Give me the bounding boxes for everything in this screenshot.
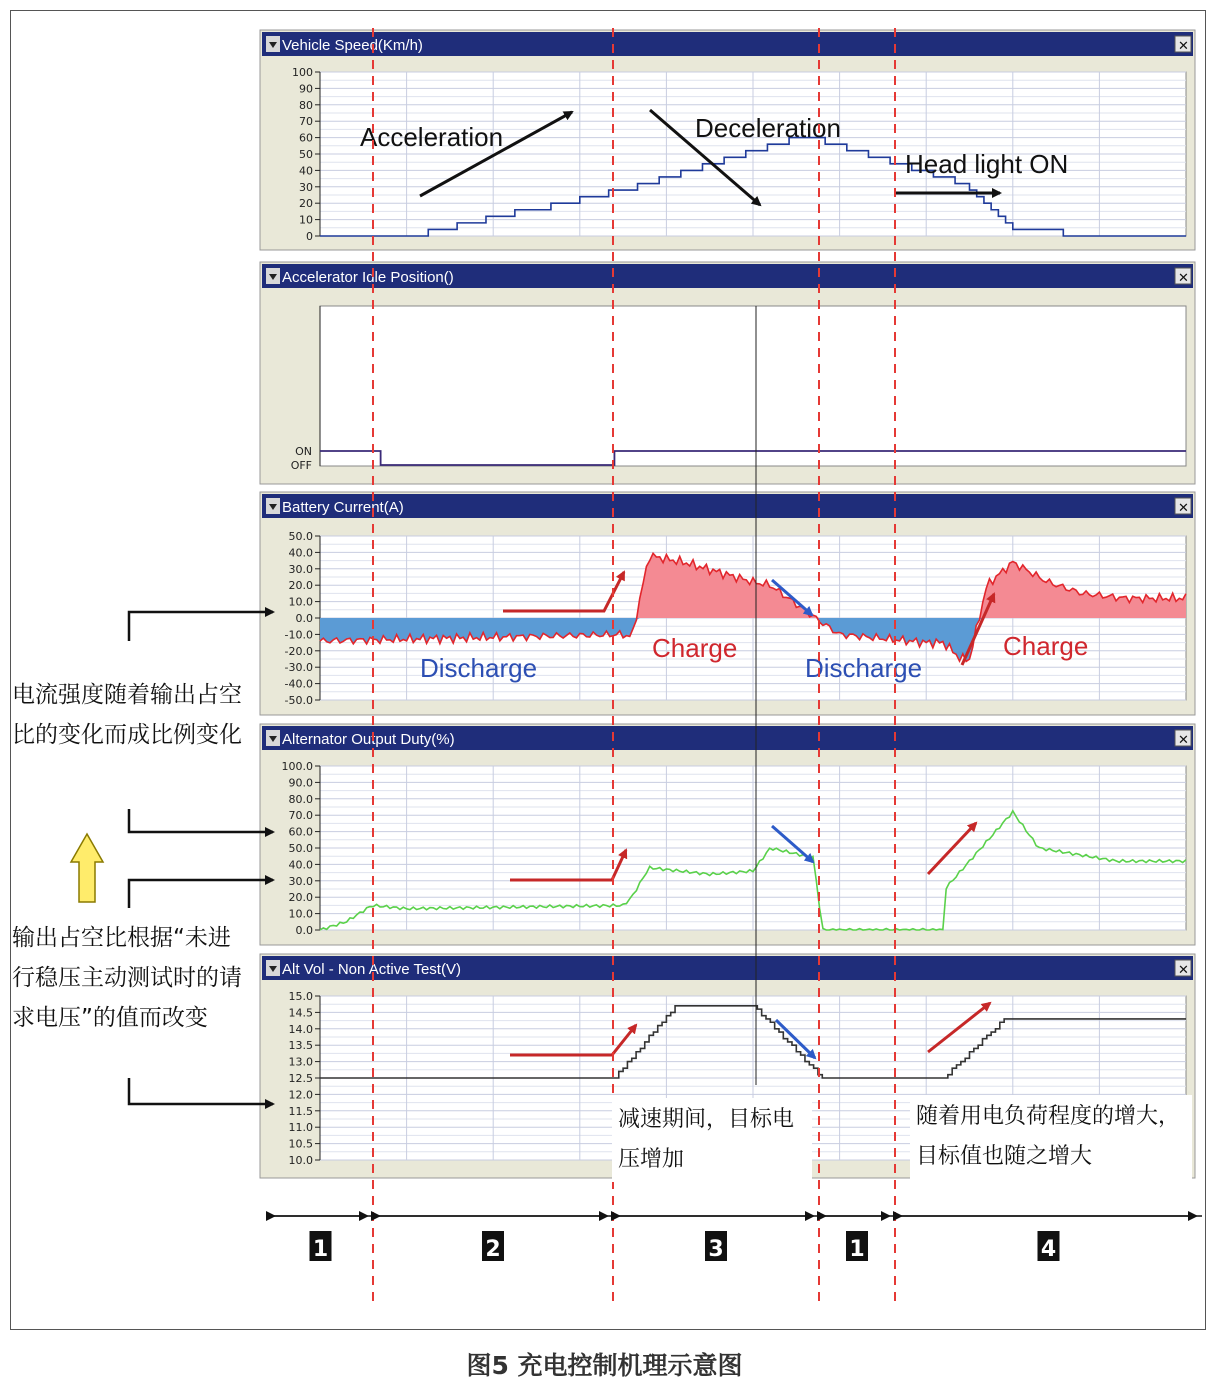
y-tick-label: 14.0 — [288, 1022, 313, 1036]
close-icon: ✕ — [1178, 271, 1189, 286]
y-tick-label: 13.0 — [288, 1055, 313, 1069]
bracket-arrow-1 — [129, 612, 273, 641]
figure-caption: 图5 充电控制机理示意图 — [466, 1351, 743, 1380]
annotation-headlight: Head light ON — [905, 149, 1069, 179]
y-tick-label: 70 — [299, 115, 313, 129]
annotation-acceleration: Acceleration — [360, 122, 504, 152]
annotation-discharge-1: Discharge — [420, 653, 538, 683]
y-tick-label: 20.0 — [288, 579, 313, 593]
phase-label: 1 — [312, 1237, 329, 1262]
y-tick-label: 20.0 — [288, 891, 313, 905]
y-tick-label: 10.0 — [288, 595, 313, 609]
y-tick-label: -50.0 — [284, 694, 313, 707]
bracket-arrow-4 — [129, 1078, 273, 1104]
phase-label: 2 — [485, 1237, 501, 1262]
y-tick-label: 30.0 — [288, 874, 313, 888]
annotation-charge-2: Charge — [1003, 631, 1089, 661]
y-tick-label: 11.5 — [288, 1104, 313, 1118]
y-tick-label: 14.5 — [288, 1006, 313, 1020]
y-tick-label: 50.0 — [288, 842, 313, 855]
annotation-charge-1: Charge — [652, 633, 738, 663]
y-tick-label: 100 — [292, 66, 313, 79]
y-tick-label: 10.5 — [288, 1137, 313, 1151]
y-tick-label: 11.0 — [288, 1121, 313, 1135]
y-tick-label: 40.0 — [288, 546, 313, 560]
y-tick-label: 13.5 — [288, 1039, 313, 1053]
y-tick-label: 10 — [299, 213, 313, 227]
y-tick-label: 80.0 — [288, 792, 313, 806]
y-tick-label: 50.0 — [288, 530, 313, 543]
y-tick-label: 40.0 — [288, 858, 313, 872]
y-tick-label: 50 — [299, 148, 313, 161]
y-tick-label: 0.0 — [295, 924, 313, 937]
y-tick-label: -10.0 — [284, 628, 313, 642]
panel-title: Alternator Output Duty(%) — [282, 731, 455, 748]
phase-label: 1 — [849, 1237, 865, 1262]
y-tick-label: 30 — [299, 180, 313, 194]
panel-title: Alt Vol - Non Active Test(V) — [282, 961, 461, 978]
close-icon: ✕ — [1178, 39, 1189, 54]
y-tick-label: 60.0 — [288, 825, 313, 839]
y-tick-label: 0 — [306, 230, 313, 243]
y-tick-label: 12.5 — [288, 1072, 313, 1085]
y-tick-label: 10.0 — [288, 1154, 313, 1167]
left-note-duty: 输出占空比根据“未进行稳压主动测试时的请求电压”的值而改变 — [12, 925, 242, 1031]
left-note-current: 电流强度随着输出占空比的变化而成比例变化 — [12, 682, 242, 748]
annotation-discharge-2: Discharge — [805, 653, 923, 683]
y-tick-label: 15.0 — [288, 990, 313, 1003]
phase-label: 3 — [708, 1237, 724, 1262]
y-tick-label: ON — [295, 445, 312, 458]
close-icon: ✕ — [1178, 733, 1189, 748]
y-tick-label: 100.0 — [281, 760, 313, 773]
phase-label: 4 — [1040, 1237, 1057, 1262]
bracket-arrow-2 — [129, 809, 273, 832]
y-tick-label: 30.0 — [288, 562, 313, 576]
y-tick-label: -30.0 — [284, 661, 313, 675]
y-tick-label: 90 — [299, 82, 313, 96]
close-icon: ✕ — [1178, 501, 1189, 516]
y-tick-label: 20 — [299, 197, 313, 211]
y-tick-label: 70.0 — [288, 809, 313, 823]
y-tick-label: 10.0 — [288, 907, 313, 921]
panel-title: Vehicle Speed(Km/h) — [282, 37, 423, 54]
y-tick-label: OFF — [290, 459, 312, 472]
plot-area — [320, 306, 1186, 466]
y-tick-label: 40 — [299, 164, 313, 178]
decel-callout: 减速期间，目标电压增加 — [612, 1098, 812, 1182]
panel-title: Accelerator Idle Position() — [282, 269, 454, 286]
y-tick-label: -20.0 — [284, 644, 313, 658]
annotation-deceleration: Deceleration — [695, 113, 841, 143]
y-tick-label: 60 — [299, 131, 313, 145]
panel-title: Battery Current(A) — [282, 499, 404, 516]
y-tick-label: -40.0 — [284, 677, 313, 691]
chart-panel-4 — [260, 724, 1195, 945]
y-tick-label: 12.0 — [288, 1088, 313, 1102]
y-tick-label: 90.0 — [288, 776, 313, 790]
close-icon: ✕ — [1178, 963, 1189, 978]
y-tick-label: 80 — [299, 98, 313, 112]
yellow-up-arrow-icon — [71, 834, 103, 902]
bracket-arrow-3 — [129, 880, 273, 908]
y-tick-label: 0.0 — [295, 612, 313, 625]
load-callout: 随着用电负荷程度的增大，目标值也随之增大 — [910, 1095, 1192, 1179]
